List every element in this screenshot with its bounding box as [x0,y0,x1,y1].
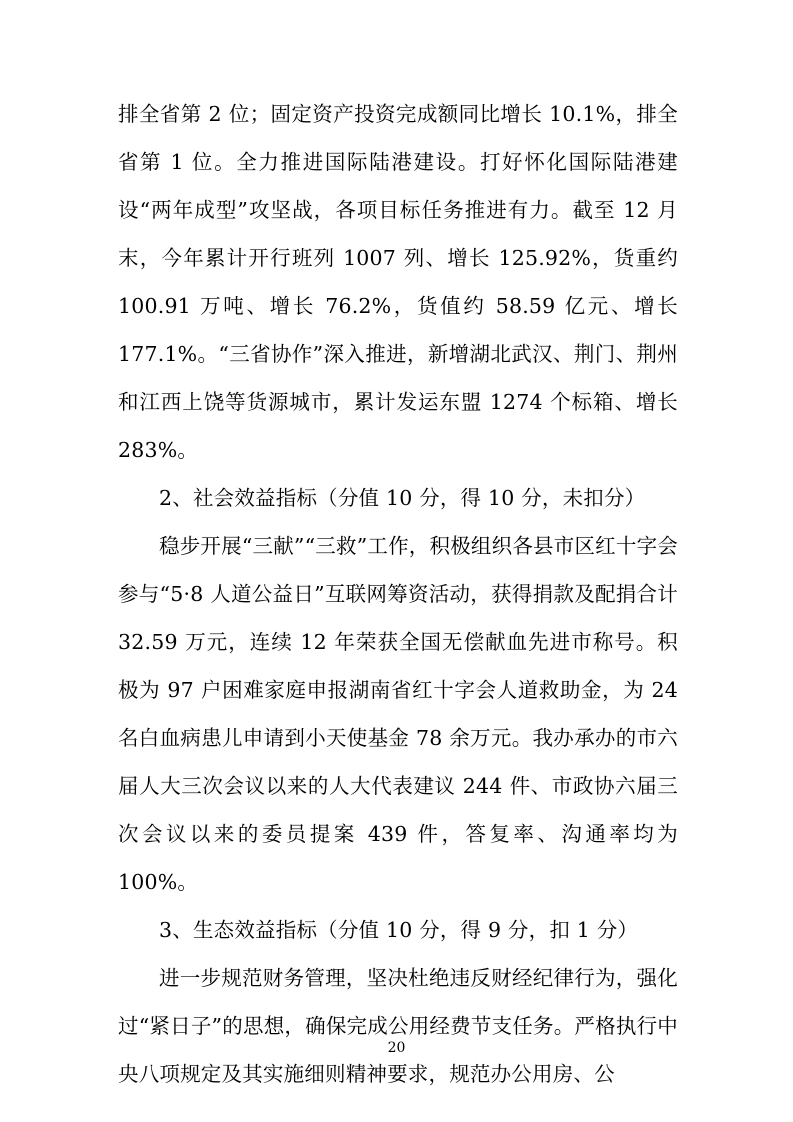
document-body [118,90,678,1098]
paragraph: 2、社会效益指标（分值 10 分，得 10 分，未扣分） [159,486,646,510]
page-number: 20 [387,1040,406,1056]
paragraph: 排全省第 2 位；固定资产投资完成额同比增长 10.1%，排全省第 1 位。全力推进国际陆港建设。打好怀化国际陆港建设“两年成型”攻坚战，各项目标任务推进有力。截至 12 月末，今年累计开行班列 1007 列、增长 125.92%，货重约 100.91 万吨、增长 76.2%，货值约 58.59 亿元、增长 177.1%。“三省协作”深入推进，新增湖北武汉、荆门、荆州和江西上饶等货源城市，累计发运东盟 1274 个标箱、增长 283%。 [118,102,678,462]
paragraph: 稳步开展“三献”“三救”工作，积极组织各县市区红十字会参与“5·8 人道公益日”互联网筹资活动，获得捐款及配捐合计 32.59 万元，连续 12 年荣获全国无偿献血先进市称号。积极为 97 户困难家庭申报湖南省红十字会人道救助金，为 24 名白血病患儿申请到小天使基金 78 余万元。我办承办的市六届人大三次会议以来的人大代表建议 244 件、市政协六届三次会议以来的委员提案 439 件，答复率、沟通率均为 100%。 [118,534,678,894]
paragraph: 进一步规范财务管理，坚决杜绝违反财经纪律行为，强化过“紧日子”的思想，确保完成公用经费节支任务。严格执行中央八项规定及其实施细则精神要求，规范办公用房、公 [118,966,678,1086]
paragraph: 3、生态效益指标（分值 10 分，得 9 分，扣 1 分） [159,918,639,942]
